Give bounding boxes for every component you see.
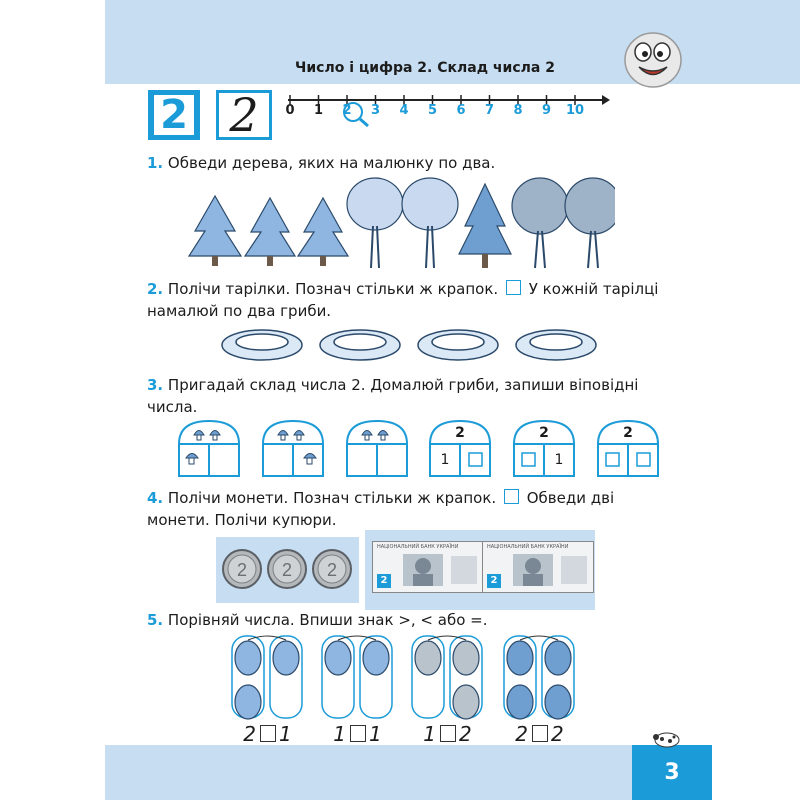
- house-left-number: 1: [440, 452, 450, 468]
- leaf-icon: [507, 641, 533, 675]
- banknote-header: НАЦІОНАЛЬНИЙ БАНК УКРАЇНИ: [487, 544, 569, 550]
- coins-illustration: [220, 549, 355, 591]
- task-text-a: Полічи монети. Познач стільки ж крапок.: [167, 489, 497, 507]
- answer-box[interactable]: [469, 453, 482, 466]
- leaf-frames: [502, 634, 578, 720]
- number-line-label: 9: [541, 103, 552, 118]
- task-1: [147, 152, 667, 174]
- coin-value: 2: [326, 560, 338, 580]
- leaf-frames: [230, 634, 306, 720]
- task-text: Порівняй числа. Впиши знак >, < або =.: [167, 611, 488, 629]
- number-line-label: 0: [285, 103, 295, 118]
- house-top-number: 2: [539, 425, 549, 441]
- number-house: [176, 418, 242, 470]
- task-2: [147, 278, 667, 322]
- leaf-icon: [415, 641, 441, 675]
- leaf-frames: [320, 634, 396, 720]
- compare-right: 2: [459, 722, 473, 746]
- plates-illustration: [220, 325, 600, 365]
- trees-illustration: [185, 176, 615, 276]
- leaf-comparison: [230, 634, 306, 746]
- task-number: 3.: [147, 376, 164, 394]
- printed-digit: 2: [154, 95, 194, 135]
- leaf-icon: [235, 685, 261, 719]
- task-5: [147, 609, 667, 631]
- number-line-label: 4: [399, 103, 409, 118]
- number-line-label: 3: [370, 103, 381, 118]
- compare-left: 2: [515, 722, 529, 746]
- house-top-number: 2: [623, 425, 633, 441]
- task-4: [147, 487, 667, 531]
- number-house: [344, 418, 410, 470]
- number-house: [595, 418, 661, 470]
- page-title: Число і цифра 2. Склад числа 2: [295, 60, 555, 76]
- leaf-icon: [325, 641, 351, 675]
- leaf-icon: [507, 685, 533, 719]
- compare-sign-box[interactable]: [260, 725, 276, 742]
- footer-band: [105, 745, 705, 800]
- comparison-expression: [410, 722, 486, 746]
- task-text: Пригадай склад числа 2. Домалюй гриби, запиши віповідні числа.: [147, 376, 639, 416]
- compare-sign-box[interactable]: [440, 725, 456, 742]
- house-frame: [344, 418, 410, 478]
- compare-sign-box[interactable]: [350, 725, 366, 742]
- house-frame: [176, 418, 242, 478]
- leaf-icon: [235, 641, 261, 675]
- banknote: [482, 541, 594, 593]
- compare-left: 2: [243, 722, 257, 746]
- task-text: Обведи дерева, яких на малюнку по два.: [167, 154, 496, 172]
- leaf-comparison: [410, 634, 486, 746]
- house-frame: [260, 418, 326, 478]
- compare-right: 2: [551, 722, 565, 746]
- answer-box[interactable]: [637, 453, 650, 466]
- script-digit: 2: [229, 88, 259, 142]
- coin-icon: [313, 550, 351, 588]
- house-top-number: 2: [455, 425, 465, 441]
- task-text-a: Полічи тарілки. Познач стільки ж крапок.: [167, 280, 499, 298]
- compare-right: 1: [279, 722, 293, 746]
- banknote-value: 2: [487, 574, 501, 588]
- comparison-expression: [230, 722, 306, 746]
- leaf-icon: [453, 641, 479, 675]
- number-line-label: 1: [313, 103, 324, 118]
- coin-icon: [268, 550, 306, 588]
- house-right-number: 1: [554, 452, 564, 468]
- task-number: 4.: [147, 489, 164, 507]
- leaf-icon: [453, 685, 479, 719]
- leaf-icon: [273, 641, 299, 675]
- number-line-label: 2: [342, 103, 352, 118]
- number-line-label: 7: [484, 103, 495, 118]
- leaf-comparison: [320, 634, 396, 746]
- number-line: [280, 88, 610, 128]
- leaf-icon: [545, 685, 571, 719]
- leaf-icon: [545, 641, 571, 675]
- compare-left: 1: [333, 722, 347, 746]
- banknote-header: НАЦІОНАЛЬНИЙ БАНК УКРАЇНИ: [377, 544, 459, 550]
- leaf-comparison: [502, 634, 578, 746]
- coin-value: 2: [236, 560, 248, 580]
- task-number: 1.: [147, 154, 164, 172]
- smiley-face-icon: [622, 30, 684, 90]
- coin-icon: [223, 550, 261, 588]
- dot-checkbox[interactable]: [506, 280, 521, 295]
- compare-sign-box[interactable]: [532, 725, 548, 742]
- task-number: 2.: [147, 280, 164, 298]
- task-3: [147, 374, 667, 418]
- number-line-label: 6: [456, 103, 466, 118]
- comparison-expression: [502, 722, 578, 746]
- leaf-frames: [410, 634, 486, 720]
- compare-left: 1: [423, 722, 437, 746]
- number-house: [427, 418, 493, 470]
- banknote-value: 2: [377, 574, 391, 588]
- comparison-expression: [320, 722, 396, 746]
- printed-digit-box: [148, 90, 200, 140]
- dot-checkbox[interactable]: [504, 489, 519, 504]
- banknote: [372, 541, 484, 593]
- leaf-icon: [363, 641, 389, 675]
- number-house: [511, 418, 577, 470]
- number-line-label: 10: [565, 103, 585, 118]
- number-house: [260, 418, 326, 470]
- compare-right: 1: [369, 722, 383, 746]
- answer-box[interactable]: [606, 453, 619, 466]
- script-digit-box: [216, 90, 272, 140]
- coin-value: 2: [281, 560, 293, 580]
- task-text-b: Обведи дві монети. Полічи купюри.: [147, 489, 615, 529]
- ladybug-icon: [650, 728, 684, 748]
- page-number: 3: [632, 745, 712, 800]
- number-line-label: 5: [427, 103, 438, 118]
- task-text-b: У кожній тарілці намалюй по два гриби.: [147, 280, 659, 320]
- number-line-label: 8: [513, 103, 523, 118]
- answer-box[interactable]: [522, 453, 535, 466]
- task-number: 5.: [147, 611, 164, 629]
